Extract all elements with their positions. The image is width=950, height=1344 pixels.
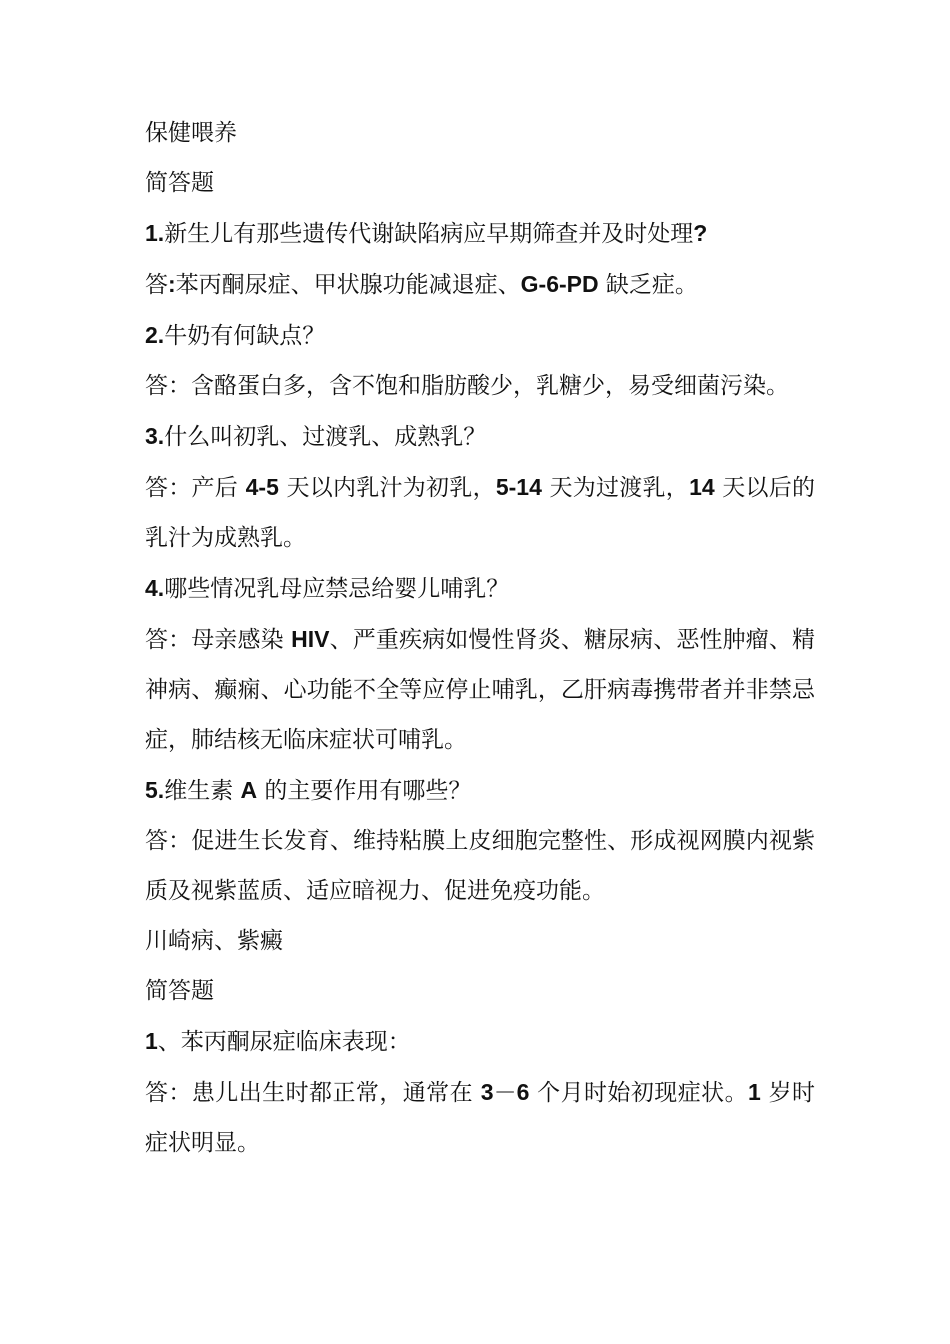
answer-text: 答：含酪蛋白多，含不饱和脂肪酸少，乳糖少，易受细菌污染。 [145,373,789,399]
question-text: 新生儿有那些遗传代谢缺陷病应早期筛查并及时处理 [164,221,694,247]
question-5 [145,765,815,816]
answer-3 [145,462,815,563]
question-number: 3. [145,423,165,449]
section-subheading: 简答题 [145,978,214,1004]
answer-text: 答：促进生长发育、维持粘膜上皮细胞完整性、形成视网膜内视紫质及视紫蓝质、适应暗视力、促进免疫功能。 [145,828,815,904]
question-number: 4. [145,575,165,601]
answer-1 [145,259,815,310]
answer-text: 岁时症状明显。 [145,1080,816,1156]
question-number: 5. [145,777,165,803]
answer-bold-term: 4-5 [245,474,279,500]
answer-text: 、严重疾病如慢性肾炎、糖尿病、恶性肿瘤、精神病、癫痫、心功能不全等应停止哺乳，乙肝病毒携带者并非禁忌症，肺结核无临床症状可哺乳。 [145,627,816,753]
question-text: 、苯丙酮尿症临床表现： [157,1029,411,1055]
question-bold-term: A [240,777,258,803]
question-text: 什么叫初乳、过渡乳、成熟乳？ [164,424,487,450]
answer-bold-term: 14 [689,474,715,500]
answer-text: 答：母亲感染 [145,627,292,653]
answer-1 [145,1067,815,1168]
question-text: 的主要作用有哪些？ [257,778,472,804]
section-heading: 川崎病、紫癜 [145,928,283,954]
answer-colon: : [168,271,176,297]
question-2 [145,310,815,361]
answer-text: 天以内乳汁为初乳， [278,475,496,501]
document-body [145,108,815,1168]
answer-text: 天以后的乳汁为成熟乳。 [145,475,816,551]
question-text: 维生素 [164,778,241,804]
section-heading: 保健喂养 [145,120,237,146]
question-number: 1. [145,220,165,246]
answer-text: － [493,1080,517,1106]
answer-bold-term: 1 [748,1079,761,1105]
answer-text: 缺乏症。 [598,272,698,298]
answer-bold-term: HIV [291,626,330,652]
answer-bold-term: 3 [480,1079,494,1105]
answer-5 [145,816,815,916]
answer-text: 个月时始初现症状。 [529,1080,749,1106]
answer-text: 天为过渡乳， [541,475,690,501]
question-4 [145,563,815,614]
section-subheading: 简答题 [145,170,214,196]
question-number: 1 [145,1028,158,1054]
answer-text: 答：产后 [145,475,246,501]
answer-bold-term: G-6-PD [520,271,599,297]
answer-prefix: 答 [145,272,168,298]
answer-bold-term: 5-14 [495,474,542,500]
answer-bold-term: 6 [516,1079,530,1105]
answer-4 [145,614,815,765]
question-3 [145,411,815,462]
answer-text: 答：患儿出生时都正常，通常在 [145,1080,481,1106]
question-text: 牛奶有何缺点？ [164,323,326,349]
answer-2 [145,361,815,411]
question-mark: ? [693,220,708,246]
question-number: 2. [145,322,165,348]
question-1 [145,1016,815,1067]
question-text: 哪些情况乳母应禁忌给婴儿哺乳？ [164,576,510,602]
answer-text: 苯丙酮尿症、甲状腺功能减退症、 [175,272,521,298]
question-1 [145,208,815,259]
